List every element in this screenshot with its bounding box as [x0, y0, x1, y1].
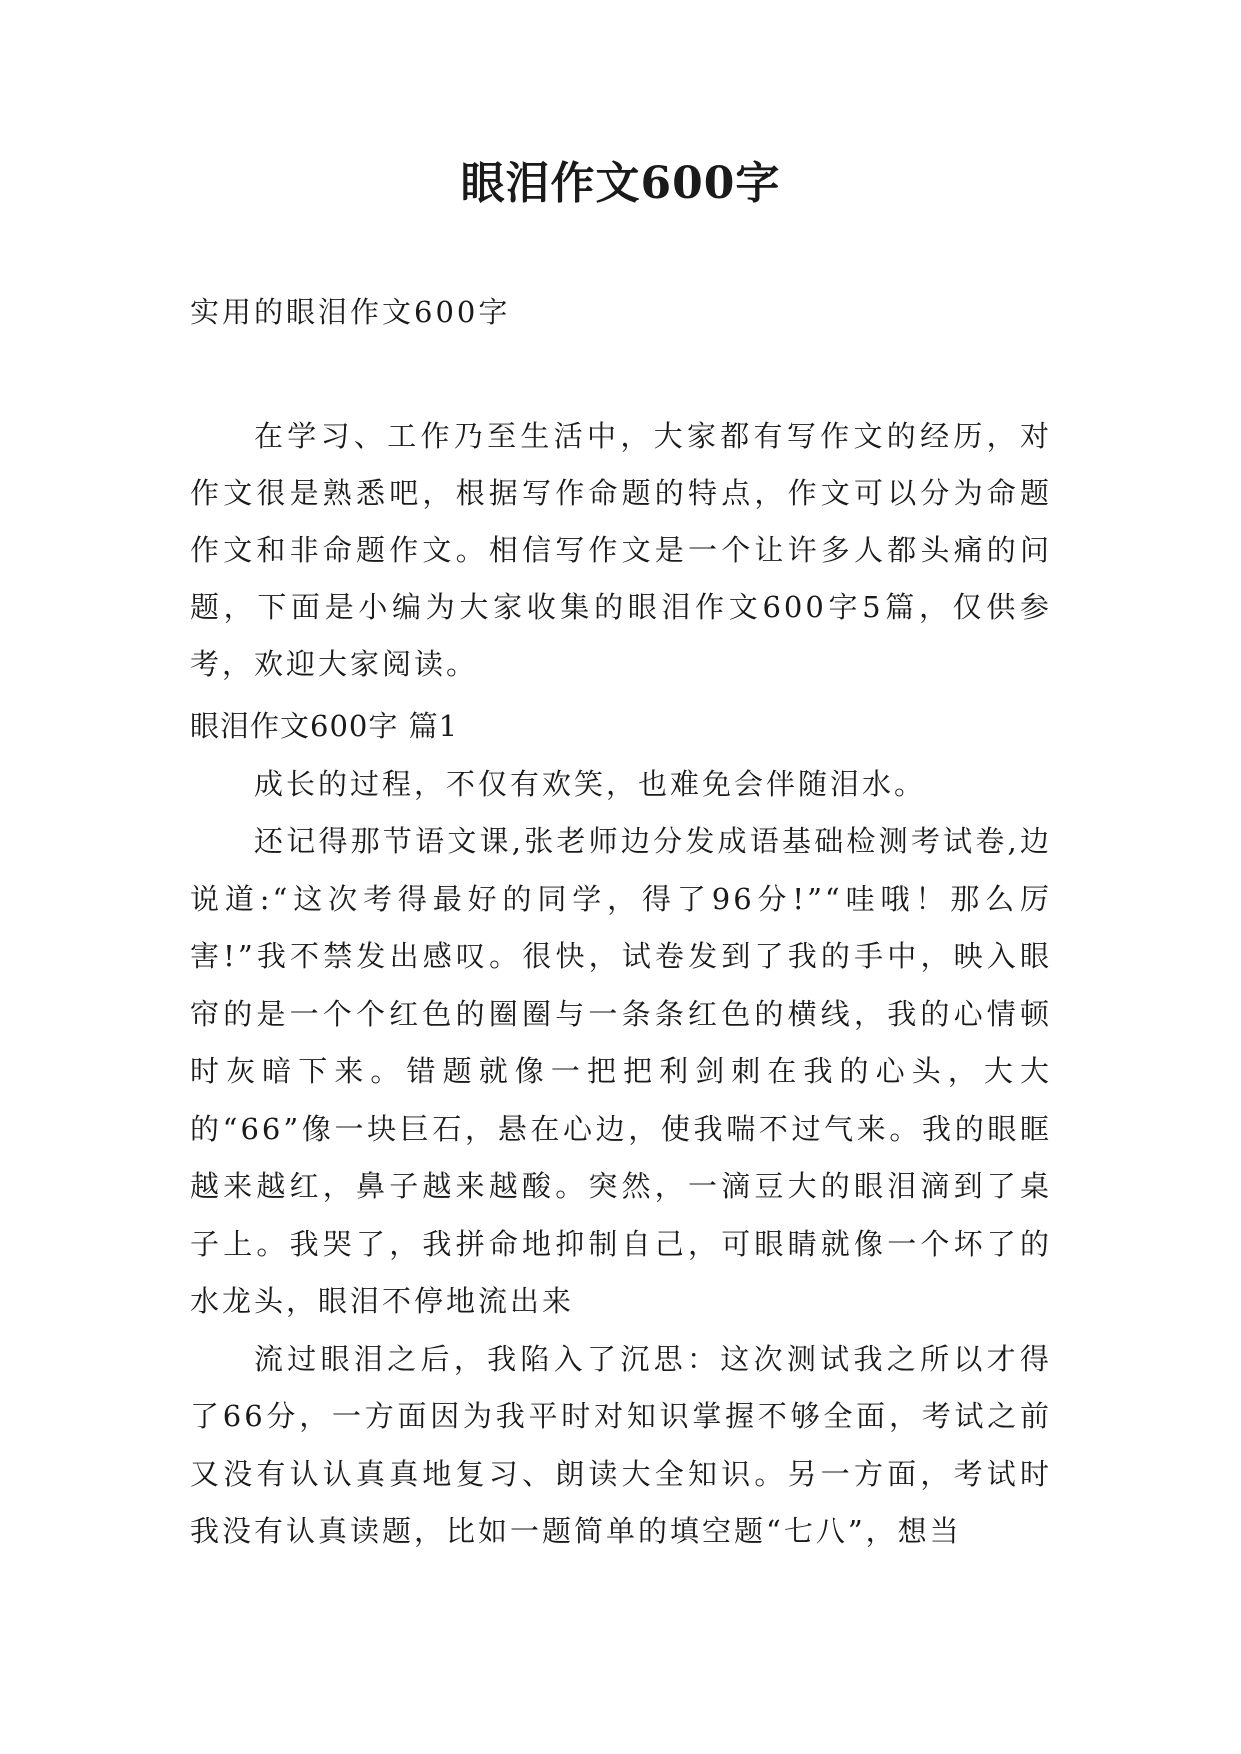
paragraph-2: 还记得那节语文课,张老师边分发成语基础检测考试卷,边说道:“这次考得最好的同学，得了96分!”“哇哦！那么厉害!”我不禁发出感叹。很快，试卷发到了我的手中，映入眼帘的是一个个红色的圈圈与一条条红色的横线，我的心情顿时灰暗下来。错题就像一把把利剑刺在我的心头，大大的“66”像一块巨石，悬在心边，使我喘不过气来。我的眼眶越来越红，鼻子越来越酸。突然，一滴豆大的眼泪滴到了桌子上。我哭了，我拼命地抑制自己，可眼睛就像一个坏了的水龙头，眼泪不停地流出来: [190, 824, 1052, 1318]
essay-section: [190, 698, 1052, 1561]
intro-block: [190, 408, 1052, 693]
document-title: 眼泪作文600字: [460, 158, 781, 209]
document-subtitle: 实用的眼泪作文600字: [190, 295, 511, 329]
paragraph-3: 流过眼泪之后，我陷入了沉思：这次测试我之所以才得了66分，一方面因为我平时对知识掌握不够全面，考试之前又没有认认真真地复习、朗读大全知识。另一方面，考试时我没有认真读题，比如一题简单的填空题“七八”，想当: [190, 1341, 1052, 1548]
intro-paragraph: 在学习、工作乃至生活中，大家都有写作文的经历，对作文很是熟悉吧，根据写作命题的特点，作文可以分为命题作文和非命题作文。相信写作文是一个让许多人都头痛的问题，下面是小编为大家收集的眼泪作文600字5篇，仅供参考，欢迎大家阅读。: [190, 419, 1052, 681]
section-heading: 眼泪作文600字 篇1: [190, 709, 459, 743]
paragraph-1: 成长的过程，不仅有欢笑，也难免会伴随泪水。: [254, 766, 927, 801]
